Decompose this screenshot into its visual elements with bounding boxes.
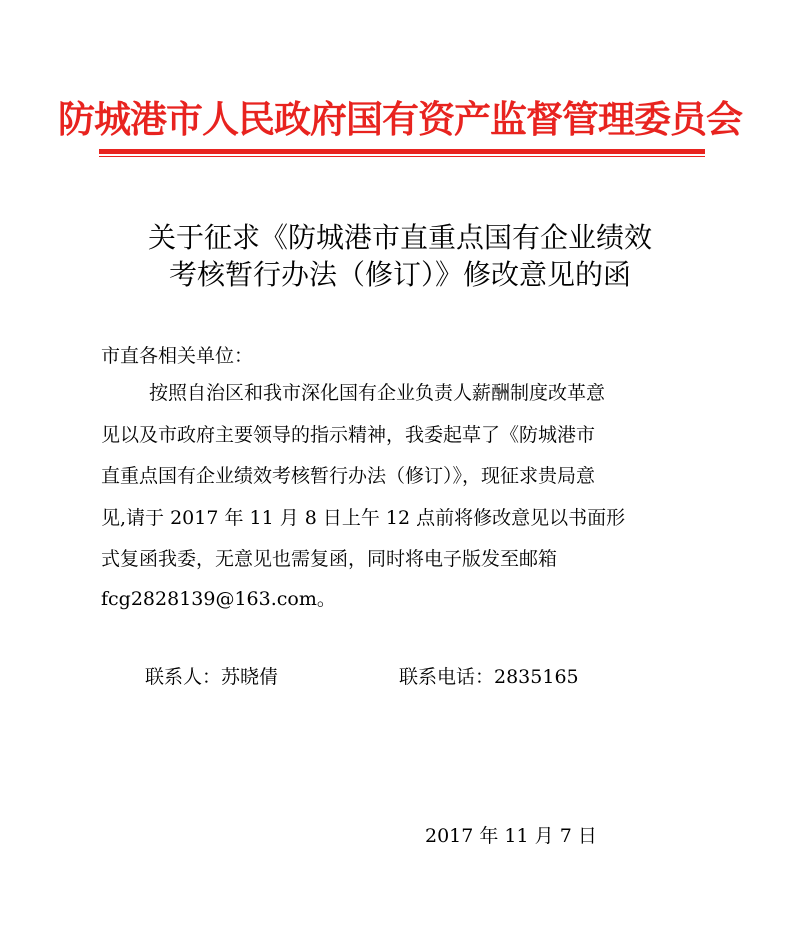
contact-phone: 联系电话：2835165 xyxy=(399,666,579,688)
document-date: 2017 年 11 月 7 日 xyxy=(425,825,597,847)
header-rule-thin xyxy=(99,156,705,157)
document-title-line-2: 考核暂行办法（修订）》修改意见的函 xyxy=(168,258,631,291)
body-line-4: 见,请于 2017 年 11 月 8 日上午 12 点前将修改意见以书面形 xyxy=(101,507,626,529)
salutation: 市直各相关单位： xyxy=(101,345,254,367)
org-header-title: 防城港市人民政府国有资产监督管理委员会 xyxy=(58,97,742,141)
document-title-line-1: 关于征求《防城港市直重点国有企业绩效 xyxy=(147,221,652,254)
contact-person: 联系人：苏晓倩 xyxy=(145,666,279,688)
header-rule-thick xyxy=(99,149,705,154)
body-line-1: 按照自治区和我市深化国有企业负责人薪酬制度改革意 xyxy=(149,382,606,404)
body-line-5: 式复函我委，无意见也需复函，同时将电子版发至邮箱 xyxy=(101,548,558,570)
body-line-3: 直重点国有企业绩效考核暂行办法（修订）》，现征求贵局意 xyxy=(101,465,596,487)
body-line-6-email: fcg2828139@163.com。 xyxy=(101,588,336,610)
body-line-2: 见以及市政府主要领导的指示精神，我委起草了《防城港市 xyxy=(101,424,596,446)
